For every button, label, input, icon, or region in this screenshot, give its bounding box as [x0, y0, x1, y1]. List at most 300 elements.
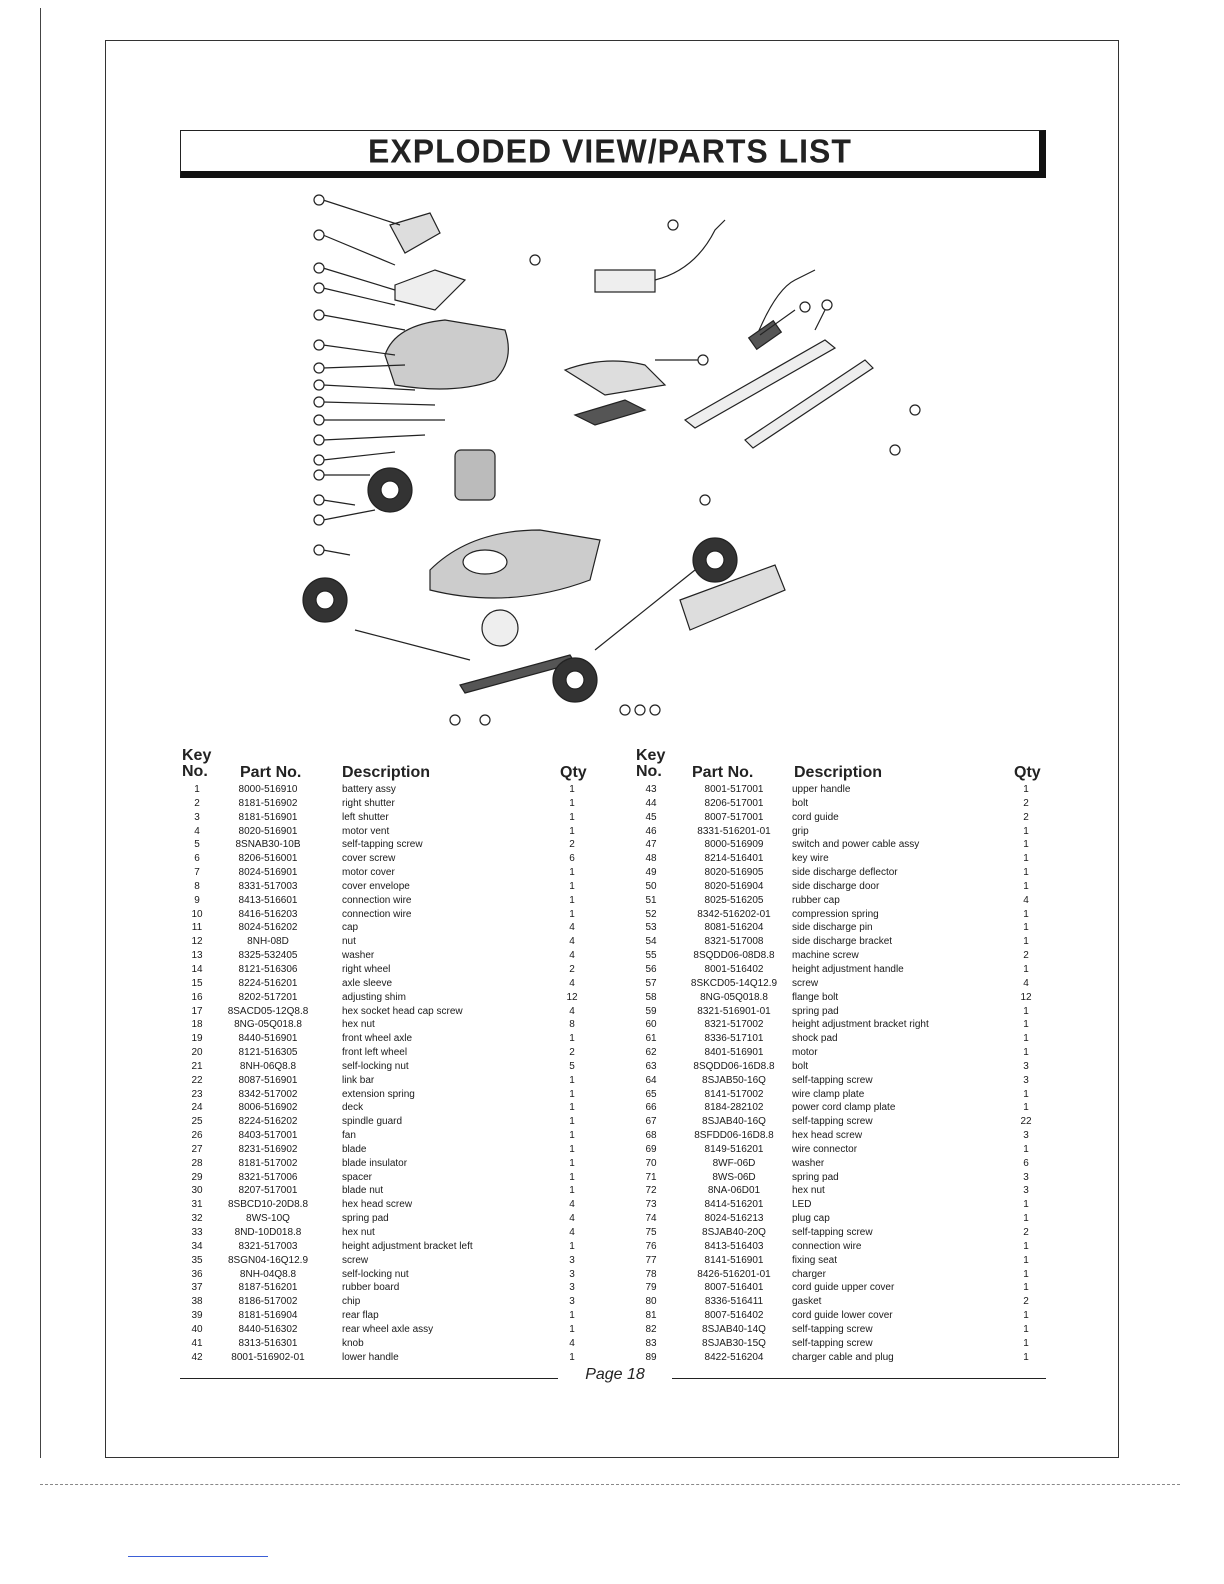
table-row — [634, 1323, 1046, 1337]
table-row — [180, 1351, 592, 1365]
upper-handle-part — [745, 360, 873, 448]
key-cell: 60 — [645, 1019, 657, 1031]
qty-cell: 1 — [1023, 1268, 1029, 1280]
key-header: Key No. — [636, 747, 666, 780]
rear-flap-part — [680, 565, 785, 630]
table-row — [180, 1115, 592, 1129]
part-no-cell: 8SGN04-16Q12.9 — [227, 1254, 309, 1266]
table-row — [180, 1032, 592, 1046]
table-row — [180, 1171, 592, 1185]
qty-cell: 1 — [1023, 825, 1029, 837]
table-row — [180, 1254, 592, 1268]
description-cell: rear flap — [342, 1310, 379, 1322]
description-cell: hex socket head cap screw — [342, 1005, 463, 1017]
description-cell: cord guide — [792, 811, 839, 823]
part-no-cell: 8206-517001 — [704, 797, 764, 809]
key-cell: 58 — [645, 991, 657, 1003]
description-cell: hex nut — [342, 1019, 375, 1031]
table-row — [180, 1088, 592, 1102]
qty-cell: 22 — [1020, 1116, 1032, 1128]
key-cell: 50 — [645, 880, 657, 892]
key-cell: 3 — [194, 811, 200, 823]
table-row — [180, 1281, 592, 1295]
key-cell: 2 — [194, 797, 200, 809]
description-cell: hex head screw — [342, 1199, 413, 1211]
description-cell: height adjustment handle — [792, 963, 904, 975]
table-row — [634, 838, 1046, 852]
qty-cell: 12 — [566, 991, 578, 1003]
part-no-cell: 8020-516904 — [704, 880, 764, 892]
part-no-cell: 8007-516402 — [704, 1310, 764, 1322]
qty-cell: 1 — [569, 811, 575, 823]
description-cell: motor — [792, 1047, 818, 1059]
description-cell: flange bolt — [792, 991, 839, 1003]
table-row — [180, 1226, 592, 1240]
key-cell: 75 — [645, 1227, 657, 1238]
description-cell: upper handle — [792, 784, 851, 795]
table-row — [634, 1240, 1046, 1254]
description-cell: spring pad — [792, 1171, 839, 1183]
part-no-cell: 8181-516902 — [238, 797, 298, 809]
description-cell: spring pad — [792, 1005, 839, 1017]
motor-part — [455, 450, 495, 500]
description-cell: power cord clamp plate — [792, 1102, 896, 1114]
key-cell: 70 — [645, 1157, 657, 1169]
qty-cell: 2 — [1023, 811, 1029, 823]
key-cell: 19 — [191, 1033, 203, 1045]
page-number: Page 18 — [585, 1366, 645, 1383]
description-cell: fan — [342, 1130, 356, 1142]
part-no-cell: 8202-517201 — [238, 991, 298, 1003]
motor-cover-part — [385, 320, 508, 389]
part-no-header: Part No. — [240, 764, 302, 781]
description-cell: self-tapping screw — [792, 1074, 873, 1086]
qty-cell: 1 — [1023, 1033, 1029, 1045]
qty-cell: 1 — [1023, 963, 1029, 975]
table-row — [180, 977, 592, 991]
description-cell: cover screw — [342, 853, 396, 865]
part-no-cell: 8187-516201 — [238, 1282, 298, 1294]
key-cell: 9 — [194, 894, 200, 906]
qty-cell: 1 — [569, 908, 575, 920]
qty-cell: 1 — [569, 797, 575, 809]
part-no-cell: 8121-516305 — [238, 1047, 298, 1059]
description-cell: blade nut — [342, 1185, 384, 1197]
qty-cell: 1 — [1023, 784, 1029, 795]
key-cell: 36 — [191, 1268, 203, 1280]
table-row — [634, 1129, 1046, 1143]
description-cell: height adjustment bracket right — [792, 1019, 929, 1031]
qty-header: Qty — [1014, 764, 1041, 781]
key-cell: 33 — [191, 1227, 203, 1238]
key-cell: 34 — [191, 1240, 203, 1252]
part-no-cell: 8SJAB40-20Q — [702, 1227, 766, 1238]
qty-cell: 3 — [1023, 1074, 1029, 1086]
qty-cell: 1 — [569, 1130, 575, 1142]
qty-cell: 2 — [1023, 950, 1029, 962]
qty-cell: 4 — [569, 1199, 575, 1211]
table-row — [634, 1046, 1046, 1060]
wheel-front-left — [368, 468, 412, 512]
key-cell: 82 — [645, 1323, 657, 1335]
qty-cell: 1 — [1023, 1254, 1029, 1266]
table-row — [180, 1129, 592, 1143]
description-cell: hex nut — [792, 1185, 825, 1197]
qty-cell: 1 — [1023, 1005, 1029, 1017]
part-no-cell: 8321-517002 — [704, 1019, 764, 1031]
table-row — [634, 1212, 1046, 1226]
part-no-cell: 8SACD05-12Q8.8 — [227, 1005, 309, 1017]
description-cell: bolt — [792, 797, 809, 809]
key-cell: 21 — [191, 1060, 203, 1072]
key-cell: 44 — [645, 797, 657, 809]
key-cell: 11 — [191, 922, 203, 934]
qty-cell: 1 — [569, 1240, 575, 1252]
scan-edge-line — [40, 8, 41, 1458]
qty-cell: 1 — [1023, 936, 1029, 948]
table-row — [634, 1281, 1046, 1295]
wheel-rear-left — [553, 658, 597, 702]
part-no-cell: 8WS-10Q — [246, 1213, 290, 1225]
table-row — [634, 963, 1046, 977]
part-no-cell: 8001-516902-01 — [231, 1351, 305, 1363]
qty-cell: 1 — [1023, 839, 1029, 851]
key-cell: 32 — [191, 1213, 203, 1225]
description-cell: wire clamp plate — [792, 1088, 865, 1100]
key-cell: 57 — [645, 977, 657, 989]
part-no-cell: 8440-516901 — [238, 1033, 298, 1045]
qty-cell: 2 — [1023, 1296, 1029, 1308]
qty-cell: 1 — [569, 1143, 575, 1155]
scan-dashed-line — [40, 1484, 1180, 1485]
table-row — [180, 838, 592, 852]
description-cell: right shutter — [342, 797, 395, 809]
key-cell: 69 — [645, 1143, 657, 1155]
description-cell: plug cap — [792, 1213, 830, 1225]
qty-cell: 4 — [569, 1005, 575, 1017]
scan-blue-line — [128, 1556, 268, 1557]
table-row — [634, 1171, 1046, 1185]
part-no-cell: 8NG-05Q018.8 — [700, 991, 768, 1003]
table-row — [634, 935, 1046, 949]
qty-cell: 3 — [569, 1268, 575, 1280]
table-row — [180, 852, 592, 866]
qty-cell: 1 — [569, 1033, 575, 1045]
part-no-cell: 8413-516403 — [704, 1240, 764, 1252]
switch-part — [749, 321, 782, 350]
description-cell: spacer — [342, 1171, 373, 1183]
description-cell: key wire — [792, 853, 829, 865]
table-row — [180, 1046, 592, 1060]
deck-part — [430, 530, 600, 598]
description-cell: blade — [342, 1143, 367, 1155]
parts-rows-right — [634, 783, 1046, 1364]
description-cell: connection wire — [342, 894, 412, 906]
qty-cell: 4 — [569, 1337, 575, 1349]
part-no-cell: 8331-516201-01 — [697, 825, 771, 837]
qty-cell: 1 — [1023, 1088, 1029, 1100]
qty-cell: 1 — [569, 1157, 575, 1169]
key-cell: 27 — [191, 1143, 203, 1155]
table-row — [180, 1337, 592, 1351]
key-cell: 25 — [191, 1116, 203, 1128]
key-cell: 68 — [645, 1130, 657, 1142]
table-row — [634, 921, 1046, 935]
part-no-cell: 8224-516202 — [238, 1116, 298, 1128]
description-cell: right wheel — [342, 963, 391, 975]
table-row — [634, 1309, 1046, 1323]
key-cell: 8 — [194, 880, 200, 892]
key-cell: 81 — [645, 1310, 657, 1322]
table-row — [180, 1074, 592, 1088]
table-row — [634, 949, 1046, 963]
qty-cell: 3 — [1023, 1171, 1029, 1183]
table-row — [634, 1226, 1046, 1240]
description-cell: switch and power cable assy — [792, 839, 920, 851]
table-row — [634, 977, 1046, 991]
table-row — [180, 783, 592, 797]
qty-cell: 1 — [569, 1102, 575, 1114]
description-cell: front left wheel — [342, 1047, 408, 1059]
part-no-cell: 8224-516201 — [238, 977, 298, 989]
qty-cell: 4 — [569, 977, 575, 989]
description-cell: charger — [792, 1268, 826, 1280]
lower-handle-part — [685, 340, 835, 428]
part-no-cell: 8087-516901 — [238, 1074, 298, 1086]
key-cell: 65 — [645, 1088, 657, 1100]
table-row — [180, 949, 592, 963]
key-cell: 79 — [645, 1282, 657, 1294]
description-cell: link bar — [342, 1074, 375, 1086]
part-no-cell: 8321-517006 — [238, 1171, 298, 1183]
part-no-cell: 8186-517002 — [238, 1296, 298, 1308]
description-cell: fixing seat — [792, 1254, 838, 1266]
part-no-cell: 8SBCD10-20D8.8 — [227, 1199, 309, 1211]
qty-cell: 1 — [569, 1171, 575, 1183]
key-cell: 51 — [645, 894, 657, 906]
part-no-cell: 8422-516204 — [704, 1351, 764, 1363]
description-cell: washer — [792, 1157, 825, 1169]
description-cell: screw — [792, 977, 819, 989]
table-row — [634, 1295, 1046, 1309]
qty-cell: 1 — [569, 1351, 575, 1363]
table-row — [180, 1240, 592, 1254]
key-cell: 38 — [191, 1296, 203, 1308]
part-no-cell: 8313-516301 — [238, 1337, 298, 1349]
qty-cell: 2 — [569, 963, 575, 975]
exploded-view-diagram — [295, 190, 945, 740]
description-cell: self-tapping screw — [342, 839, 423, 851]
description-cell: side discharge pin — [792, 922, 873, 934]
table-row — [634, 783, 1046, 797]
qty-cell: 2 — [1023, 797, 1029, 809]
key-cell: 59 — [645, 1005, 657, 1017]
key-cell: 41 — [191, 1337, 203, 1349]
part-no-cell: 8001-517001 — [704, 784, 764, 795]
table-row — [180, 921, 592, 935]
key-cell: 83 — [645, 1337, 657, 1349]
part-no-cell: 8214-516401 — [704, 853, 764, 865]
key-cell: 67 — [645, 1116, 657, 1128]
qty-cell: 1 — [1023, 1143, 1029, 1155]
part-no-cell: 8121-516306 — [238, 963, 298, 975]
key-cell: 63 — [645, 1060, 657, 1072]
qty-cell: 1 — [569, 784, 575, 795]
part-no-cell: 8SJAB40-14Q — [702, 1323, 766, 1335]
key-cell: 55 — [645, 950, 657, 962]
part-no-cell: 8024-516901 — [238, 867, 298, 879]
description-cell: shock pad — [792, 1033, 838, 1045]
table-row — [634, 1254, 1046, 1268]
qty-cell: 6 — [1023, 1157, 1029, 1169]
key-cell: 42 — [191, 1351, 203, 1363]
part-no-cell: 8181-517002 — [238, 1157, 298, 1169]
page-title: EXPLODED VIEW/PARTS LIST — [368, 132, 852, 170]
part-no-cell: 8081-516204 — [704, 922, 764, 934]
qty-cell: 6 — [569, 853, 575, 865]
table-row — [180, 1060, 592, 1074]
description-cell: lower handle — [342, 1351, 399, 1363]
key-cell: 45 — [645, 811, 657, 823]
qty-cell: 3 — [1023, 1060, 1029, 1072]
qty-cell: 1 — [1023, 1337, 1029, 1349]
qty-header: Qty — [560, 764, 587, 781]
description-cell: blade insulator — [342, 1157, 408, 1169]
description-cell: wire connector — [792, 1143, 858, 1155]
part-no-cell: 8SJAB50-16Q — [702, 1074, 766, 1086]
key-cell: 43 — [645, 784, 657, 795]
part-no-cell: 8181-516901 — [238, 811, 298, 823]
qty-cell: 1 — [1023, 1323, 1029, 1335]
qty-cell: 1 — [569, 1323, 575, 1335]
key-cell: 18 — [191, 1019, 203, 1031]
description-cell: deck — [342, 1102, 364, 1114]
part-no-cell: 8416-516203 — [238, 908, 298, 920]
key-cell: 53 — [645, 922, 657, 934]
part-no-cell: 8SJAB40-16Q — [702, 1116, 766, 1128]
table-row — [180, 991, 592, 1005]
charger-part — [595, 270, 655, 292]
table-row — [634, 825, 1046, 839]
table-row — [180, 866, 592, 880]
qty-cell: 1 — [1023, 1240, 1029, 1252]
description-cell: self-tapping screw — [792, 1337, 873, 1349]
description-cell: grip — [792, 825, 809, 837]
table-row — [634, 866, 1046, 880]
description-cell: self-locking nut — [342, 1268, 409, 1280]
qty-cell: 4 — [569, 1227, 575, 1238]
key-cell: 10 — [191, 908, 203, 920]
description-cell: cap — [342, 922, 359, 934]
key-cell: 89 — [645, 1351, 657, 1363]
table-row — [634, 1157, 1046, 1171]
part-no-cell: 8401-516901 — [704, 1047, 764, 1059]
table-row — [180, 1101, 592, 1115]
description-cell: self-tapping screw — [792, 1116, 873, 1128]
qty-cell: 1 — [1023, 1102, 1029, 1114]
description-cell: bolt — [792, 1060, 809, 1072]
description-cell: self-tapping screw — [792, 1227, 873, 1238]
part-no-cell: 8ND-10D018.8 — [234, 1227, 302, 1238]
wheel-rear-right — [693, 538, 737, 582]
qty-cell: 1 — [1023, 853, 1029, 865]
description-cell: rear wheel axle assy — [342, 1323, 434, 1335]
table-row — [634, 1337, 1046, 1351]
qty-cell: 1 — [569, 1116, 575, 1128]
part-no-cell: 8231-516902 — [238, 1143, 298, 1155]
qty-cell: 1 — [1023, 880, 1029, 892]
key-cell: 15 — [191, 977, 203, 989]
fan-part — [482, 610, 518, 646]
table-row — [634, 894, 1046, 908]
qty-cell: 1 — [1023, 922, 1029, 934]
qty-cell: 1 — [1023, 1047, 1029, 1059]
part-no-cell: 8149-516201 — [704, 1143, 764, 1155]
description-cell: rubber board — [342, 1282, 400, 1294]
qty-cell: 2 — [1023, 1227, 1029, 1238]
qty-cell: 3 — [569, 1282, 575, 1294]
wheel-front-right — [303, 578, 347, 622]
footer-rule — [672, 1378, 1046, 1379]
part-no-cell: 8342-516202-01 — [697, 908, 771, 920]
table-row — [634, 1074, 1046, 1088]
part-no-cell: 8336-516411 — [704, 1296, 764, 1308]
qty-cell: 1 — [1023, 1282, 1029, 1294]
description-cell: side discharge door — [792, 880, 880, 892]
description-cell: height adjustment bracket left — [342, 1240, 473, 1252]
table-row — [634, 991, 1046, 1005]
part-no-cell: 8007-516401 — [704, 1282, 764, 1294]
part-no-cell: 8NH-08D — [247, 936, 289, 948]
table-row — [634, 1005, 1046, 1019]
qty-cell: 2 — [569, 1047, 575, 1059]
battery-part — [390, 213, 440, 253]
description-cell: side discharge bracket — [792, 936, 893, 948]
part-no-cell: 8403-517001 — [238, 1130, 298, 1142]
description-cell: compression spring — [792, 908, 879, 920]
part-no-cell: 8SJAB30-15Q — [702, 1337, 766, 1349]
side-discharge-part — [565, 361, 665, 395]
part-no-cell: 8NH-06Q8.8 — [239, 1060, 297, 1072]
part-no-cell: 8342-517002 — [238, 1088, 298, 1100]
part-no-cell: 8321-517003 — [238, 1240, 298, 1252]
description-header: Description — [794, 764, 883, 781]
qty-cell: 1 — [1023, 867, 1029, 879]
table-row — [634, 1184, 1046, 1198]
table-row — [180, 1198, 592, 1212]
table-row — [180, 1323, 592, 1337]
key-cell: 7 — [194, 867, 200, 879]
description-cell: adjusting shim — [342, 991, 406, 1003]
qty-cell: 1 — [569, 825, 575, 837]
table-row — [634, 1143, 1046, 1157]
description-cell: machine screw — [792, 950, 859, 962]
qty-cell: 1 — [569, 1074, 575, 1086]
key-cell: 46 — [645, 825, 657, 837]
part-no-cell: 8001-516402 — [704, 963, 764, 975]
qty-cell: 3 — [569, 1254, 575, 1266]
key-cell: 78 — [645, 1268, 657, 1280]
table-row — [180, 1143, 592, 1157]
qty-cell: 1 — [1023, 1310, 1029, 1322]
table-row — [634, 908, 1046, 922]
qty-cell: 3 — [1023, 1130, 1029, 1142]
shutter-part — [395, 270, 465, 310]
key-cell: 1 — [194, 784, 200, 795]
part-no-cell: 8000-516910 — [238, 784, 298, 795]
part-no-cell: 8025-516205 — [704, 894, 764, 906]
description-cell: axle sleeve — [342, 977, 393, 989]
